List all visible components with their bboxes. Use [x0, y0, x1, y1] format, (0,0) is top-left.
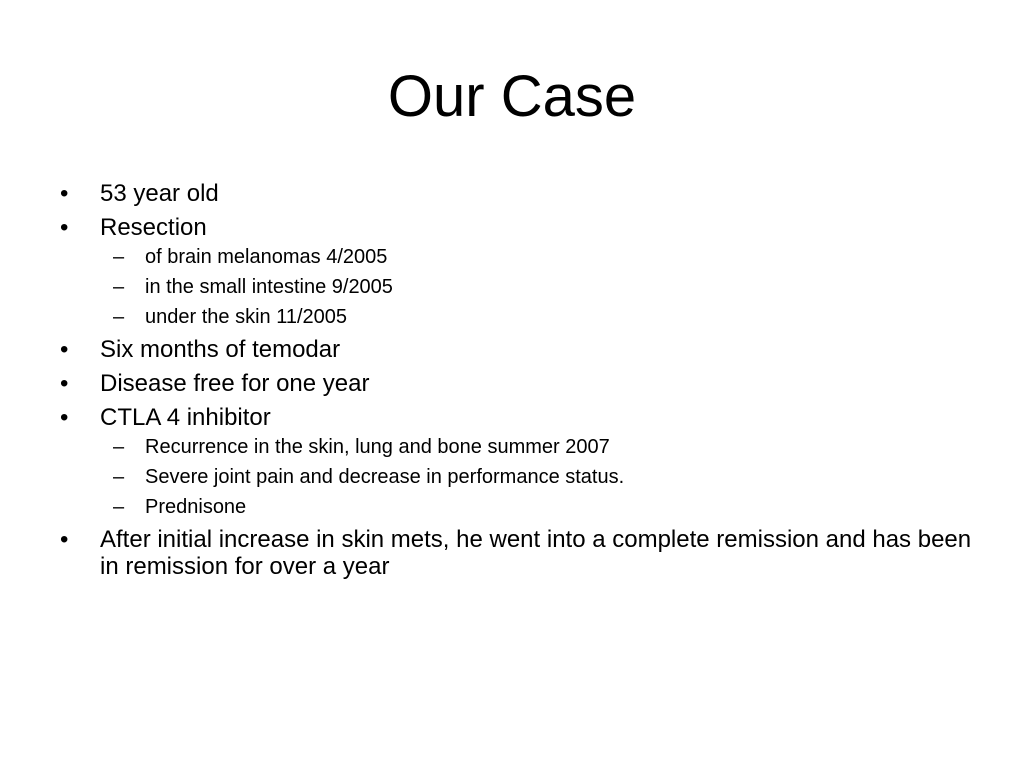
- sub-marker: –: [113, 496, 125, 518]
- sub-item: [100, 305, 976, 329]
- bullet-item-disease-free: [56, 370, 976, 397]
- sub-list: [100, 245, 976, 329]
- sub-item-text: Prednisone: [145, 496, 247, 518]
- bullet-item-ctla4: [56, 404, 976, 519]
- bullet-text: CTLA 4 inhibitor: [100, 404, 271, 431]
- sub-marker: –: [113, 306, 125, 328]
- bullet-text: After initial increase in skin mets, he went into a complete remission and has been in remission for over a year: [100, 526, 972, 580]
- sub-marker: –: [113, 436, 125, 458]
- bullet-marker: •: [60, 214, 69, 241]
- sub-marker: –: [113, 466, 125, 488]
- sub-marker: –: [113, 246, 125, 268]
- sub-item: [100, 435, 976, 459]
- sub-item: [100, 495, 976, 519]
- sub-item-text: under the skin 11/2005: [145, 306, 348, 328]
- sub-item-text: Recurrence in the skin, lung and bone summer 2007: [145, 436, 610, 458]
- bullet-marker: •: [60, 404, 69, 431]
- sub-item-text: of brain melanomas 4/2005: [145, 246, 388, 268]
- sub-item-text: Severe joint pain and decrease in performance status.: [145, 466, 625, 488]
- bullet-marker: •: [60, 370, 69, 397]
- slide-title: Our Case: [387, 64, 637, 129]
- bullet-marker: •: [60, 336, 69, 363]
- bullet-item-resection: [56, 214, 976, 329]
- sub-marker: –: [113, 276, 125, 298]
- bullet-item-remission: [56, 526, 976, 580]
- bullet-item-age: [56, 180, 976, 207]
- sub-item-text: in the small intestine 9/2005: [145, 276, 393, 298]
- bullet-item-temodar: [56, 336, 976, 363]
- sub-list: [100, 435, 976, 519]
- bullet-text: Resection: [100, 214, 207, 241]
- bullet-list: [56, 180, 976, 587]
- bullet-text: Six months of temodar: [100, 336, 341, 363]
- sub-item: [100, 275, 976, 299]
- sub-item: [100, 465, 976, 489]
- bullet-text: 53 year old: [100, 180, 219, 207]
- sub-item: [100, 245, 976, 269]
- bullet-marker: •: [60, 526, 69, 553]
- bullet-marker: •: [60, 180, 69, 207]
- bullet-text: Disease free for one year: [100, 370, 370, 397]
